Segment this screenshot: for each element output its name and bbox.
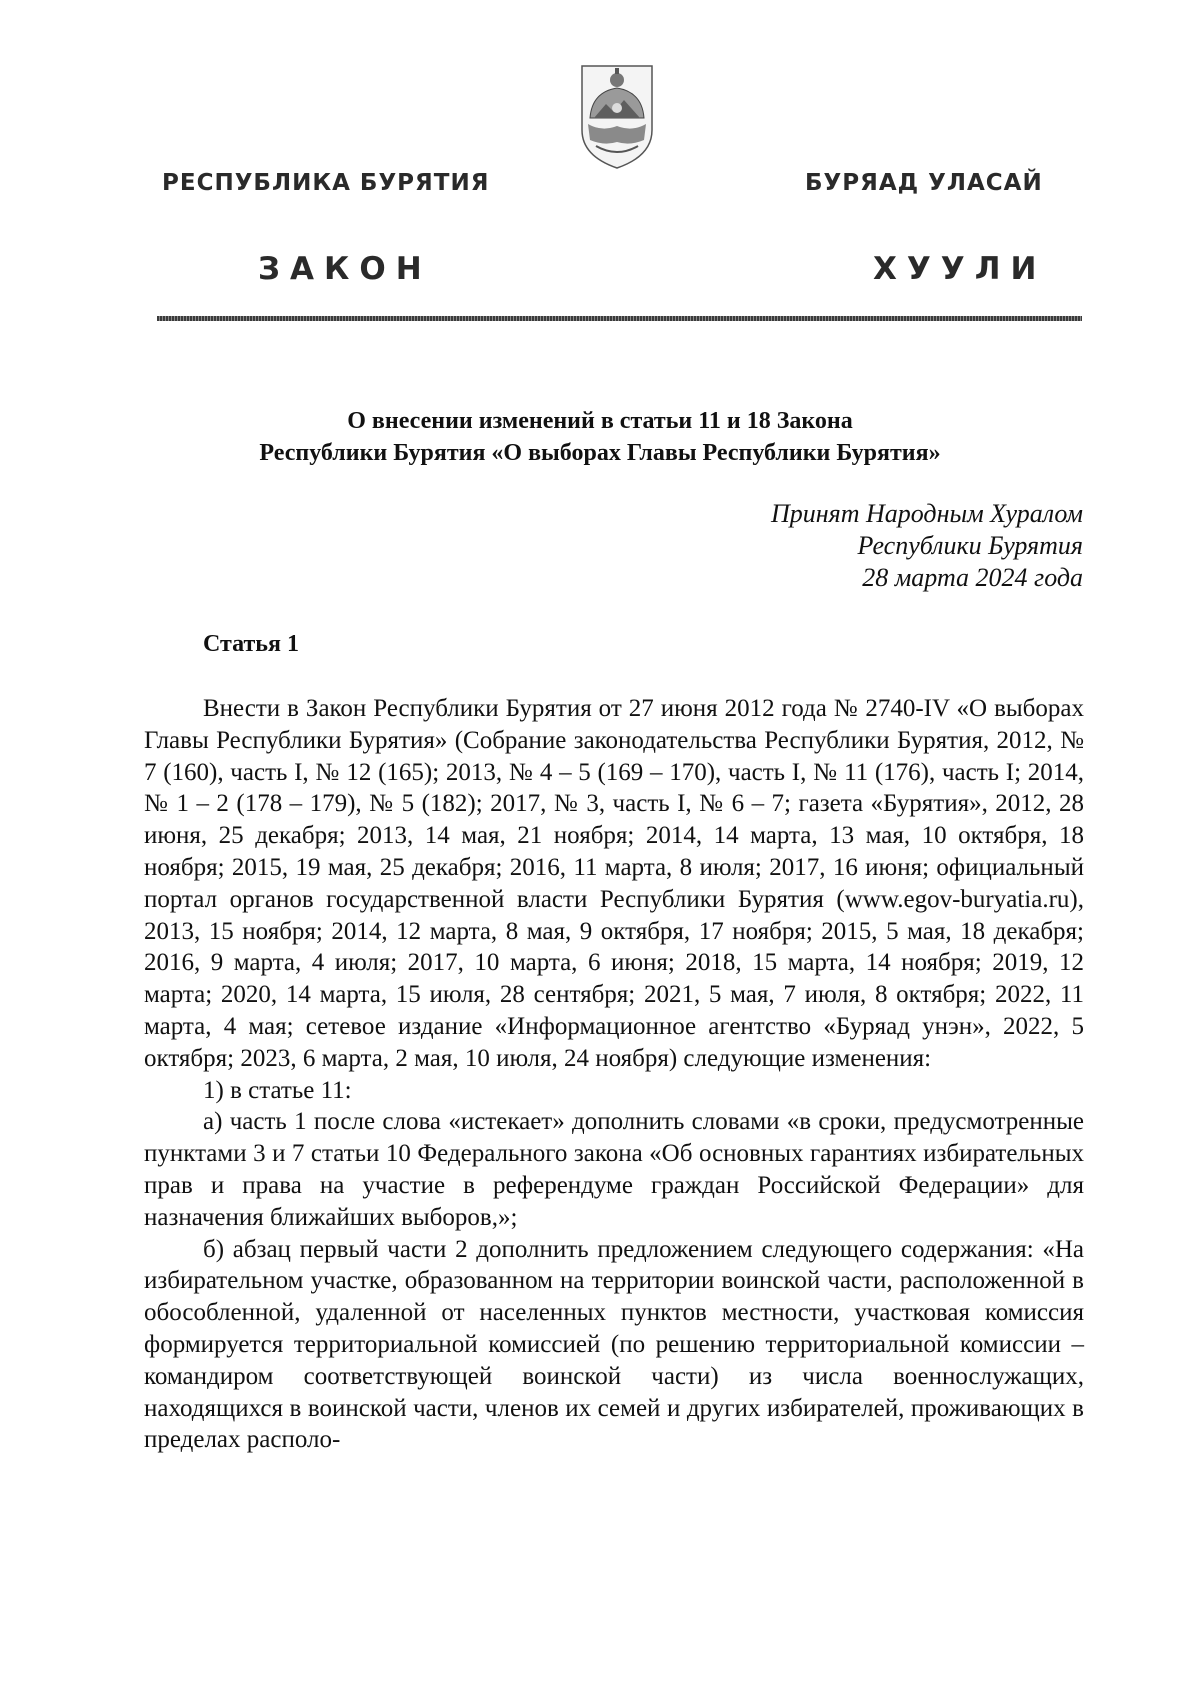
law-label-russian: ЗАКОН xyxy=(258,251,432,287)
body-paragraph: 1) в статье 11: xyxy=(203,1076,352,1104)
body-paragraph: а) часть 1 после слова «истекает» дополнить словами «в сроки, предусмотренные пунктами 3 и 7 статьи 10 Федерального закона «Об основных гарантиях избирательных прав и права на участие в референдуме граждан Российской Федерации» для назначения ближайших выборов,»; xyxy=(144,1108,1084,1231)
adoption-note-line: Республики Бурятия xyxy=(857,531,1083,560)
article-heading: Статья 1 xyxy=(203,631,299,657)
document-title-line: Республики Бурятия «О выборах Главы Республики Бурятия» xyxy=(259,440,941,466)
body-paragraph: Внести в Закон Республики Бурятия от 27 июня 2012 года № 2740-IV «О выборах Главы Республики Бурятия» (Собрание законодательства Республики Бурятия, 2012, № 7 (160), часть I, № 12 (165); 2013, № 4 – 5 (169 – 170), часть I, № 11 (176), часть I; 2014, № 1 – 2 (178 – 179), № 5 (182); 2017, № 3, часть I, № 6 – 7; газета «Бурятия», 2012, 28 июня, 25 декабря; 2013, 14 мая, 21 ноября; 2014, 14 марта, 13 мая, 10 октября, 18 ноября; 2015, 19 мая, 25 декабря; 2016, 11 марта, 8 июля; 2017, 16 июня; официальный портал органов государственной власти Республики Бурятия (www.egov-buryatia.ru), 2013, 15 ноября; 2014, 12 марта, 8 мая, 9 октября, 17 ноября; 2015, 5 мая, 18 декабря; 2016, 9 марта, 4 июля; 2017, 10 марта, 6 июня; 2018, 15 марта, 14 ноября; 2019, 12 марта; 2020, 14 марта, 15 июля, 28 сентября; 2021, 5 мая, 7 июля, 8 октября; 2022, 11 марта, 4 мая; сетевое издание «Информационное агентство «Буряад унэн», 2022, 5 октября; 2023, 6 марта, 2 мая, 10 июля, 24 ноября) следующие изменения: xyxy=(144,695,1084,1072)
republic-name-russian: РЕСПУБЛИКА БУРЯТИЯ xyxy=(162,170,490,196)
republic-name-buryat: БУРЯАД УЛАСАЙ xyxy=(805,170,1043,196)
article-body xyxy=(144,693,1084,1456)
coat-of-arms-icon xyxy=(578,60,656,170)
header-divider xyxy=(157,316,1082,321)
body-paragraph: б) абзац первый части 2 дополнить предложением следующего содержания: «На избирательном участке, образованном на территории воинской части, расположенной в обособленной, удаленной от населенных пунктов местности, участковая комиссия формируется территориальной комиссией (по решению территориальной комиссии – командиром соответствующей воинской части) из числа военнослужащих, находящихся в воинской части, членов их семей и других избирателей, проживающих в пределах располо- xyxy=(144,1235,1084,1454)
document-title-line: О внесении изменений в статьи 11 и 18 Закона xyxy=(347,408,853,434)
adoption-note xyxy=(771,498,1083,594)
document-title xyxy=(120,405,1080,469)
law-label-buryat: ХУУЛИ xyxy=(873,251,1047,287)
adoption-date: 28 марта 2024 года xyxy=(862,563,1083,592)
adoption-note-line: Принят Народным Хуралом xyxy=(770,499,1083,528)
